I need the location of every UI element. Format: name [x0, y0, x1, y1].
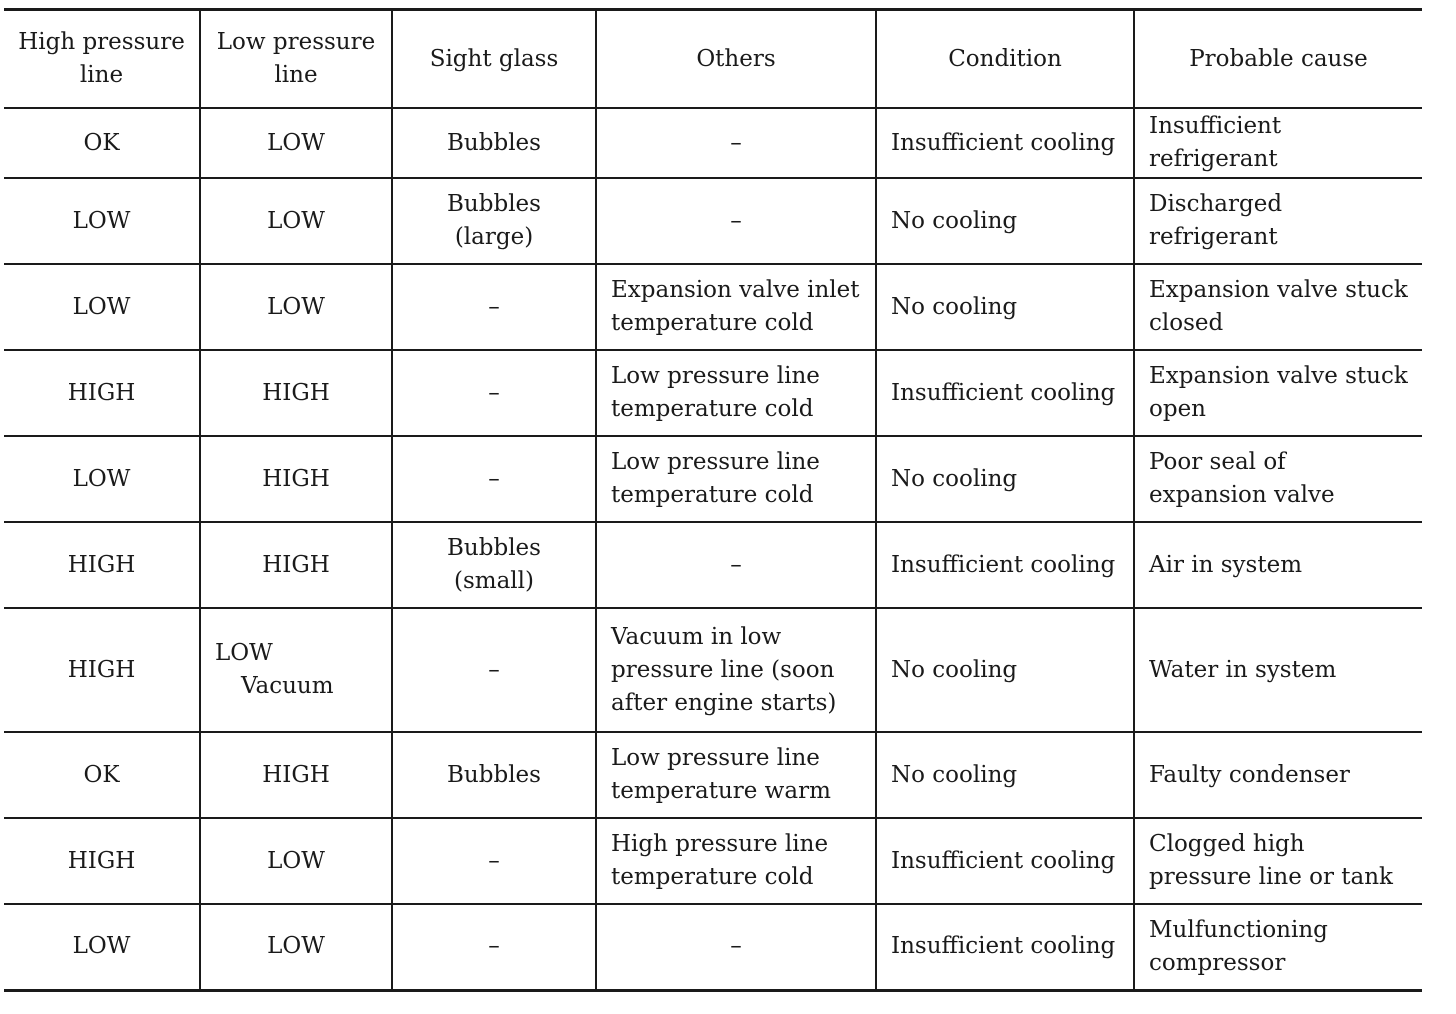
cell-high-pressure: OK: [4, 108, 200, 178]
header-probable-cause: Probable cause: [1134, 10, 1422, 109]
header-others: Others: [596, 10, 876, 109]
cell-probable-cause: Discharged refrigerant: [1134, 178, 1422, 264]
table-row: [4, 108, 1422, 178]
cell-low-pressure: HIGH: [200, 732, 392, 818]
cell-others: Vacuum in low pressure line (soon after engine starts): [596, 608, 876, 732]
header-low-pressure-line: Low pressure line: [200, 10, 392, 109]
cell-condition: No cooling: [876, 608, 1134, 732]
cell-low-pressure: LOW: [200, 818, 392, 904]
cell-condition: No cooling: [876, 178, 1134, 264]
cell-sight-glass: Bubbles: [392, 732, 596, 818]
cell-high-pressure: HIGH: [4, 522, 200, 608]
cell-low-pressure: [200, 608, 392, 732]
table-row: [4, 904, 1422, 990]
cell-others: Low pressure line temperature warm: [596, 732, 876, 818]
cell-low-pressure: LOW: [200, 264, 392, 350]
table-body: [4, 108, 1422, 990]
table-row: [4, 732, 1422, 818]
cell-others: High pressure line temperature cold: [596, 818, 876, 904]
cell-sight-glass: –: [392, 608, 596, 732]
diagnosis-table: [4, 8, 1422, 992]
cell-condition: Insufficient cooling: [876, 522, 1134, 608]
cell-condition: Insufficient cooling: [876, 904, 1134, 990]
cell-probable-cause: Insufficient refrigerant: [1134, 108, 1422, 178]
cell-others: Expansion valve inlet temperature cold: [596, 264, 876, 350]
cell-high-pressure: HIGH: [4, 608, 200, 732]
cell-condition: Insufficient cooling: [876, 108, 1134, 178]
document-page: [4, 8, 1422, 992]
cell-probable-cause: Poor seal of expansion valve: [1134, 436, 1422, 522]
cell-sight-glass: –: [392, 350, 596, 436]
cell-condition: No cooling: [876, 436, 1134, 522]
header-high-pressure-line: High pressure line: [4, 10, 200, 109]
cell-low-pressure: LOW: [200, 904, 392, 990]
cell-condition: Insufficient cooling: [876, 818, 1134, 904]
header-condition: Condition: [876, 10, 1134, 109]
table-header: [4, 10, 1422, 109]
cell-condition: No cooling: [876, 264, 1134, 350]
cell-probable-cause: Air in system: [1134, 522, 1422, 608]
cell-high-pressure: HIGH: [4, 350, 200, 436]
cell-low-pressure: LOW: [200, 178, 392, 264]
cell-low-pressure: HIGH: [200, 436, 392, 522]
cell-probable-cause: Water in system: [1134, 608, 1422, 732]
cell-sight-glass: Bubbles (large): [392, 178, 596, 264]
cell-sight-glass: –: [392, 818, 596, 904]
cell-probable-cause: Expansion valve stuck closed: [1134, 264, 1422, 350]
cell-others: Low pressure line temperature cold: [596, 436, 876, 522]
cell-high-pressure: OK: [4, 732, 200, 818]
cell-high-pressure: LOW: [4, 178, 200, 264]
cell-sight-glass: –: [392, 264, 596, 350]
table-row: [4, 522, 1422, 608]
cell-sight-glass: –: [392, 904, 596, 990]
cell-sight-glass: Bubbles (small): [392, 522, 596, 608]
table-row: [4, 264, 1422, 350]
cell-sight-glass: Bubbles: [392, 108, 596, 178]
cell-probable-cause: Faulty condenser: [1134, 732, 1422, 818]
cell-low-pressure-value: LOW: [215, 640, 273, 666]
cell-low-pressure: HIGH: [200, 522, 392, 608]
cell-low-pressure: HIGH: [200, 350, 392, 436]
cell-low-pressure: LOW: [200, 108, 392, 178]
cell-high-pressure: LOW: [4, 264, 200, 350]
cell-condition: Insufficient cooling: [876, 350, 1134, 436]
cell-condition: No cooling: [876, 732, 1134, 818]
cell-high-pressure: LOW: [4, 436, 200, 522]
table-row: [4, 436, 1422, 522]
cell-others: –: [596, 522, 876, 608]
table-row: [4, 818, 1422, 904]
cell-sight-glass: –: [392, 436, 596, 522]
cell-low-pressure-note: Vacuum: [241, 673, 334, 699]
cell-probable-cause: Expansion valve stuck open: [1134, 350, 1422, 436]
table-row: [4, 608, 1422, 732]
cell-high-pressure: HIGH: [4, 818, 200, 904]
header-sight-glass: Sight glass: [392, 10, 596, 109]
cell-others: Low pressure line temperature cold: [596, 350, 876, 436]
cell-high-pressure: LOW: [4, 904, 200, 990]
cell-others: –: [596, 108, 876, 178]
cell-probable-cause: Clogged high pressure line or tank: [1134, 818, 1422, 904]
table-row: [4, 350, 1422, 436]
cell-others: –: [596, 904, 876, 990]
cell-others: –: [596, 178, 876, 264]
cell-probable-cause: Mulfunctioning compressor: [1134, 904, 1422, 990]
table-row: [4, 178, 1422, 264]
